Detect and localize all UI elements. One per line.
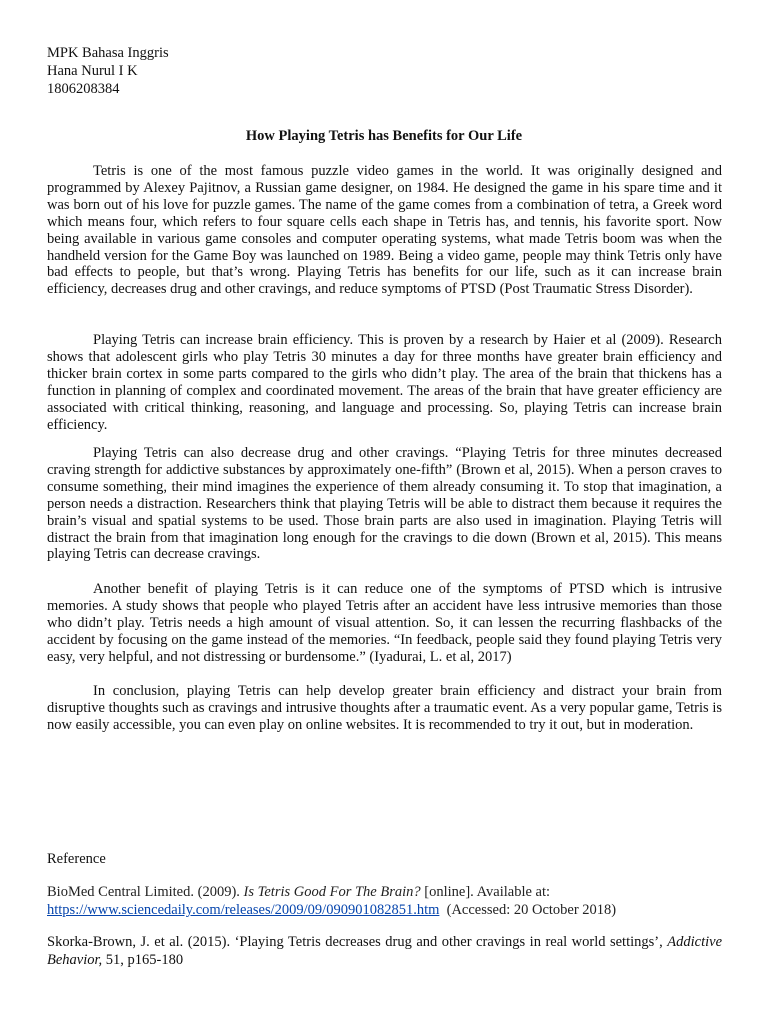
author-name: Hana Nurul I K (47, 63, 138, 79)
reference-suffix: [online]. Available at: (420, 884, 551, 900)
reference-accessed: (Accessed: 20 October 2018) (446, 902, 617, 918)
paragraph-cravings: Playing Tetris can also decrease drug and other cravings. “Playing Tetris for three minutes decreased craving strength for addictive substances by approximately one-fifth” (Brown et al, 2015). When a person craves to consume something, their mind imagines the experience of them already consuming it. To stop that imagination, a person needs a distraction. Researchers think that playing Tetris will be able to distract them because it requires the brain’s visual and spatial systems to be used. Those brain parts are also used in imagination. Playing Tetris will distract the brain from that imagination long enough for the cravings to die down (Brown et al, 2015). This means playing Tetris can decrease cravings. (47, 445, 722, 563)
reference-prefix: Skorka-Brown, J. et al. (2015). ‘Playing Tetris decreases drug and other cravings in real world settings’, (47, 934, 663, 950)
author-header (47, 44, 169, 98)
reference-url-link[interactable]: https://www.sciencedaily.com/releases/2009/09/090901082851.htm (47, 902, 440, 918)
paragraph-ptsd: Another benefit of playing Tetris is it can reduce one of the symptoms of PTSD which is intrusive memories. A study shows that people who played Tetris after an accident have less intrusive memories than those who didn’t play. Tetris needs a high amount of visual attention. So, it can lessen the recurring flashbacks of the accident by focusing on the game instead of the memories. “In feedback, people said they found playing Tetris very easy, very helpful, and not distressing or burdensome.” (Iyadurai, L. et al, 2017) (47, 581, 722, 665)
paragraph-introduction: Tetris is one of the most famous puzzle video games in the world. It was originally designed and programmed by Alexey Pajitnov, a Russian game designer, on 1984. He designed the game in his spare time and it was born out of his love for puzzle games. The name of the game comes from a combination of tetra, a Greek word which means four, which refers to four square cells each shape in Tetris has, and tennis, his favorite sport. Now being available in various game consoles and computer operating systems, what made Tetris boom was when the handheld version for the Game Boy was launched on 1989. Being a video game, people may think Tetris only have bad effects to people, but that’s wrong. Playing Tetris has benefits for our life, such as it can increase brain efficiency, decreases drug and other cravings, and reduce symptoms of PTSD (Post Traumatic Stress Disorder). (47, 163, 722, 298)
student-id: 1806208384 (47, 81, 120, 97)
course-name: MPK Bahasa Inggris (47, 45, 169, 61)
reference-title: Is Tetris Good For The Brain? (243, 884, 421, 900)
reference-journal: Addictive Behavior, (47, 934, 723, 968)
reference-prefix: BioMed Central Limited. (2009). (47, 884, 244, 900)
paragraph-brain-efficiency: Playing Tetris can increase brain efficiency. This is proven by a research by Haier et al (2009). Research shows that adolescent girls who play Tetris 30 minutes a day for three months have greater brain efficiency and thicker brain cortex in some parts compared to the girls who didn’t play. The area of the brain that thickens has a function in planning of complex and coordinated movement. The areas of the brain that have greater efficiency are associated with critical thinking, reasoning, and language and processing. So, playing Tetris can increase brain efficiency. (47, 332, 722, 433)
reference-item (47, 883, 722, 919)
reference-item (47, 933, 722, 969)
essay-title: How Playing Tetris has Benefits for Our Life (245, 128, 523, 144)
reference-details: 51, p165-180 (102, 952, 184, 968)
paragraph-conclusion: In conclusion, playing Tetris can help develop greater brain efficiency and distract your brain from disruptive thoughts such as cravings and intrusive thoughts after a traumatic event. As a very popular game, Tetris is now easily accessible, you can even play on online websites. It is recommended to try it out, but in moderation. (47, 683, 722, 733)
reference-heading: Reference (47, 851, 106, 867)
